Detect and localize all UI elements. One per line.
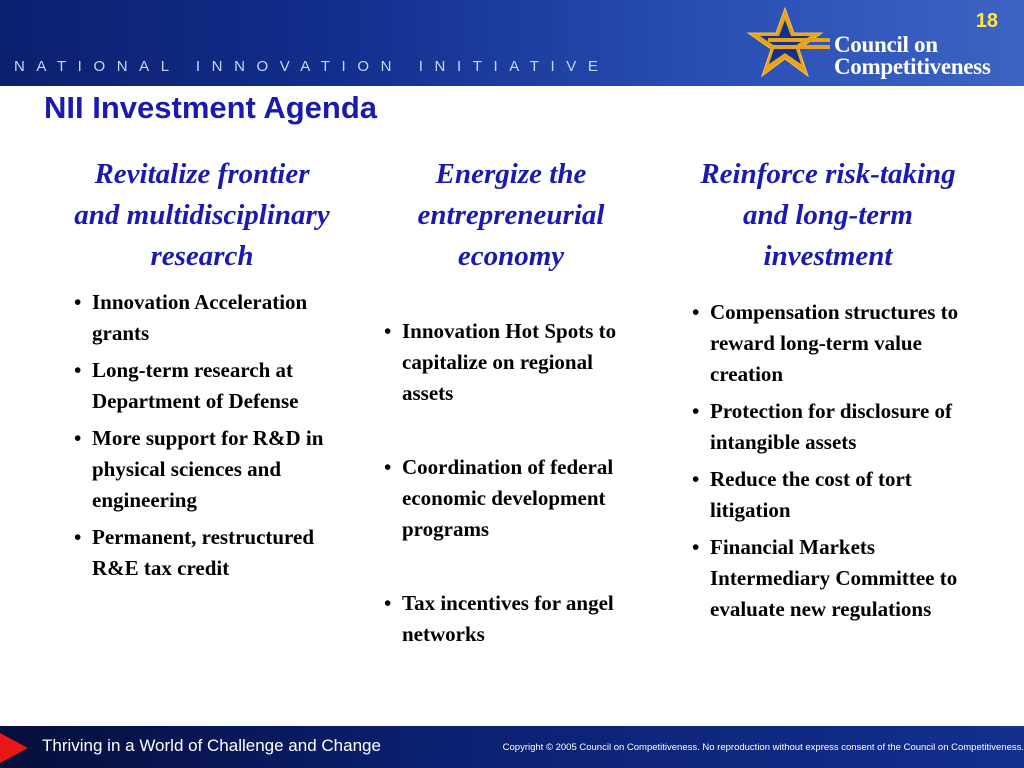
bullet-item: • Financial Markets Intermediary Committee to evaluate new regulations bbox=[688, 532, 968, 625]
page-number: 18 bbox=[975, 10, 998, 32]
column-heading: Revitalize frontier and multidisciplinary research bbox=[74, 158, 330, 272]
footer-tagline: Thriving in a World of Challenge and Change bbox=[42, 736, 381, 755]
column-entrepreneurial bbox=[380, 154, 642, 693]
logo-text-line2: Competitiveness bbox=[834, 54, 991, 79]
arrow-right-icon bbox=[0, 733, 28, 763]
initiative-tagline: NATIONAL INNOVATION INITIATIVE bbox=[14, 58, 610, 75]
column-research bbox=[70, 154, 334, 590]
bullet-item: • More support for R&D in physical sciences and engineering bbox=[70, 423, 334, 516]
logo-text-line1: Council on bbox=[834, 32, 938, 57]
column-heading: Reinforce risk-taking and long-term investment bbox=[700, 158, 956, 272]
bullet-item: • Tax incentives for angel networks bbox=[380, 588, 642, 650]
bullet-item: • Innovation Hot Spots to capitalize on regional assets bbox=[380, 316, 642, 409]
slide-header bbox=[0, 0, 1024, 86]
bullet-list bbox=[70, 287, 334, 584]
column-investment bbox=[688, 154, 968, 631]
slide-footer bbox=[0, 726, 1024, 768]
bullet-item: • Reduce the cost of tort litigation bbox=[688, 464, 968, 526]
column-heading: Energize the entrepreneurial economy bbox=[417, 158, 605, 272]
bullet-list bbox=[688, 297, 968, 625]
council-logo bbox=[740, 6, 1020, 82]
bullet-item: • Innovation Acceleration grants bbox=[70, 287, 334, 349]
bullet-item: • Compensation structures to reward long-term value creation bbox=[688, 297, 968, 390]
bullet-item: • Protection for disclosure of intangible assets bbox=[688, 396, 968, 458]
bullet-item: • Coordination of federal economic development programs bbox=[380, 452, 642, 545]
bullet-item: • Permanent, restructured R&E tax credit bbox=[70, 522, 334, 584]
slide-title: NII Investment Agenda bbox=[44, 90, 378, 125]
bullet-list bbox=[380, 316, 642, 650]
star-icon bbox=[740, 6, 830, 82]
copyright-notice: Copyright © 2005 Council on Competitiveness. No reproduction without express consent of the Council on Competitiveness. bbox=[502, 742, 1024, 753]
bullet-item: • Long-term research at Department of Defense bbox=[70, 355, 334, 417]
